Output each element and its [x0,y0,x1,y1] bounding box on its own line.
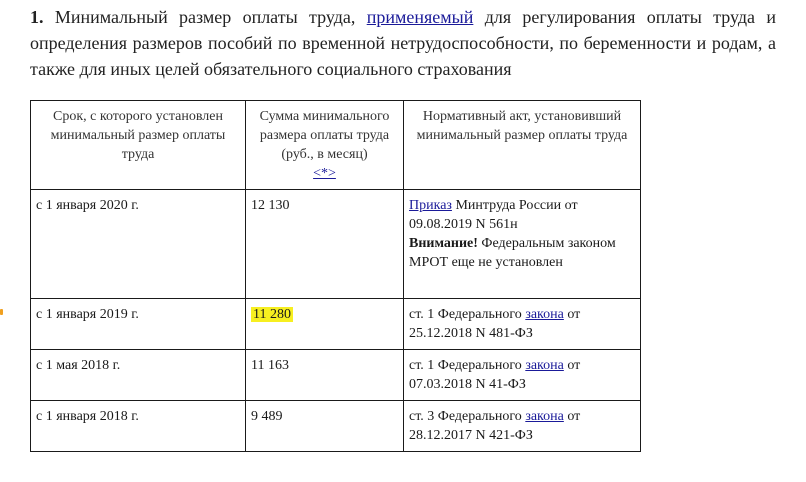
act-text: от 07.03.2018 N 41-ФЗ [409,358,581,392]
column-header-amount [246,101,404,190]
table-row [31,350,641,401]
warning-label: Внимание! [409,236,478,251]
heading-text-before-link: Минимальный размер оплаты труда, [54,7,356,27]
amount-cell: 11 163 [246,350,404,401]
amount-cell [246,299,404,350]
warning-text: Федеральным законом МРОТ еще не установлен [409,236,616,270]
table-row [31,299,641,350]
column-header-date: Срок, с которого установлен минимальный размер оплаты труда [31,101,246,190]
date-cell: с 1 мая 2018 г. [31,350,246,401]
highlighted-amount: 11 280 [253,307,291,322]
section-number: 1. [30,7,44,27]
act-prefix: ст. 3 Федерального [409,409,522,424]
section-heading [30,4,776,82]
act-prefix: ст. 1 Федерального [409,358,522,373]
act-prefix: ст. 1 Федерального [409,307,522,322]
law-link[interactable]: закона [525,307,564,322]
law-link[interactable]: закона [525,358,564,373]
heading-text-after-link: для регулирования оплаты труда и определения размеров пособий по временной нетрудоспособности, по беременности и родам, а также для иных целей обязательного социального страхования [30,7,776,79]
order-link[interactable]: Приказ [409,198,452,213]
act-text: от 28.12.2017 N 421-ФЗ [409,409,581,443]
act-cell [404,401,641,452]
mrot-table [30,100,641,452]
law-link[interactable]: закона [525,409,564,424]
date-cell: с 1 января 2020 г. [31,190,246,299]
amount-cell: 12 130 [246,190,404,299]
act-text: Минтруда России от 09.08.2019 N 561н [409,198,578,232]
date-cell: с 1 января 2018 г. [31,401,246,452]
date-cell: с 1 января 2019 г. [31,299,246,350]
footnote-link[interactable]: <*> [313,166,336,181]
row-pointer-marker [0,309,3,315]
act-cell [404,190,641,299]
column-header-amount-label: Сумма минимального размера оплаты труда (руб., в месяц) [259,109,390,162]
table-row [31,190,641,299]
amount-cell: 9 489 [246,401,404,452]
act-cell [404,350,641,401]
warning-note [409,236,616,270]
table-row [31,401,641,452]
table-header-row [31,101,641,190]
applied-link[interactable]: применяемый [366,7,474,27]
act-cell [404,299,641,350]
act-text: от 25.12.2018 N 481-ФЗ [409,307,581,341]
column-header-act: Нормативный акт, установивший минимальный размер оплаты труда [404,101,641,190]
